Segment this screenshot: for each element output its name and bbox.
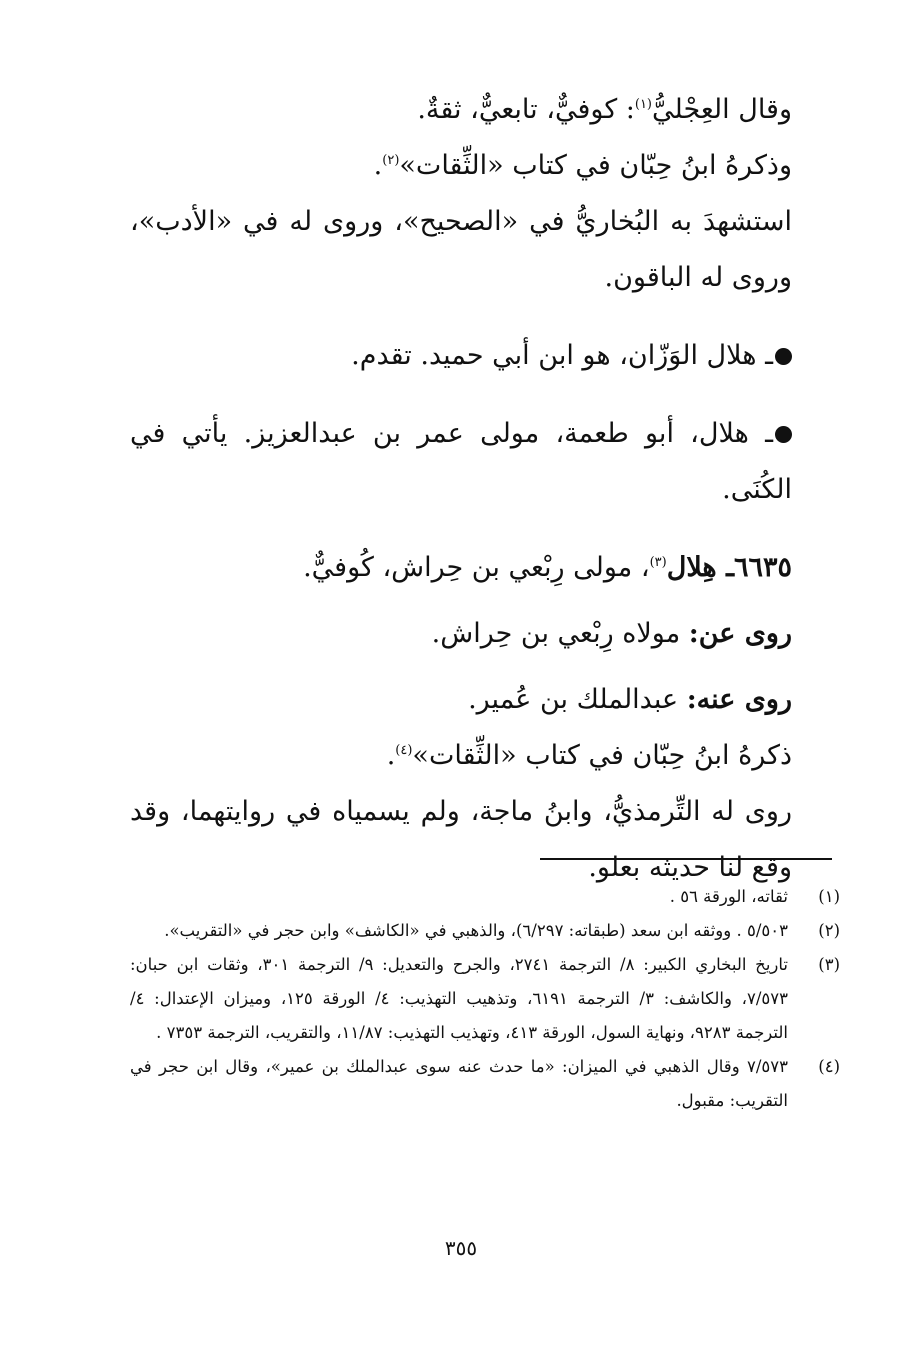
footnotes bbox=[130, 880, 840, 1118]
bullet-hilal-abu-tima: ـ هلال، أبو طعمة، مولى عمر بن عبدالعزيز. يأتي في الكُنَى. bbox=[130, 418, 792, 505]
paragraph-ijli: وقال العِجْليُّ$^{(١)}$: كوفيٌّ، تابعيٌّ، ثقةٌ. bbox=[417, 94, 792, 125]
footnote-number: (٣) bbox=[818, 955, 840, 974]
narrated-from-label: روى عن: bbox=[688, 618, 792, 649]
entry-number: ٦٦٣٥ـ هِلال bbox=[666, 552, 792, 583]
footnote-text: ٥/٥٠٣ . ووثقه ابن سعد (طبقاته: ٦/٢٩٧)، والذهبي في «الكاشف» وابن حجر في «التقريب». bbox=[164, 921, 788, 940]
footnote-text: ٧/٥٧٣ وقال الذهبي في الميزان: «ما حدث عنه سوى عبدالملك بن عمير»، وقال ابن حجر في التقريب: مقبول. bbox=[130, 1057, 788, 1110]
bullet-dot-icon bbox=[775, 426, 792, 443]
narrated-by-label: روى عنه: bbox=[686, 684, 792, 715]
paragraph-ibn-hibban-2: ذكرهُ ابنُ حِبّان في كتاب «الثِّقات»$^{(٤)}$. bbox=[386, 740, 792, 771]
footnote-text: تاريخ البخاري الكبير: ٨/ الترجمة ٢٧٤١، والجرح والتعديل: ٩/ الترجمة ٣٠١، وثقات ابن حبان: ٧/٥٧٣، والكاشف: ٣/ الترجمة ٦١٩١، وتذهيب التهذيب: ٤/ الورقة ١٢٥، وميزان الإعتدال: ٤/ الترجمة ٩٢٨٣، ونهاية السول، الورقة ٤١٣، وتهذيب التهذيب: ١١/٨٧، والتقريب، الترجمة ٧٣٥٣ . bbox=[130, 955, 788, 1042]
footnote-ref-4[interactable]: (٤) bbox=[395, 743, 413, 758]
main-text bbox=[130, 82, 832, 896]
bullet-dot-icon bbox=[775, 348, 792, 365]
paragraph-bukhari: استشهدَ به البُخاريُّ في «الصحيح»، وروى له في «الأدب»، وروى له الباقون. bbox=[130, 206, 792, 293]
footnote-text: ثقاته، الورقة ٥٦ . bbox=[669, 887, 788, 906]
paragraph-tirmidhi: روى له التِّرمذيُّ، وابنُ ماجة، ولم يسمياه في روايتهما، وقد وقع لنا حديثه بعلو. bbox=[130, 796, 792, 883]
narrated-from: روى عن: مولاه رِبْعي بن حِراش. bbox=[431, 618, 792, 649]
footnote-3 bbox=[130, 948, 840, 1050]
footnote-number: (٤) bbox=[818, 1057, 840, 1076]
bullet-hilal-wazzan: ـ هلال الوَزّان، هو ابن أبي حميد. تقدم. bbox=[130, 328, 832, 384]
footnote-number: (١) bbox=[818, 887, 840, 906]
entry-heading: ٦٦٣٥ـ هِلال$^{(٣)}$، مولى رِبْعي بن حِراش، كُوفيٌّ. bbox=[303, 552, 792, 583]
footnote-ref-1[interactable]: (١) bbox=[634, 97, 652, 112]
footnote-ref-3[interactable]: (٣) bbox=[649, 555, 667, 570]
page-number: ٣٥٥ bbox=[444, 1236, 478, 1260]
footnote-separator bbox=[540, 858, 832, 860]
narrated-by: روى عنه: عبدالملك بن عُمير. bbox=[468, 684, 792, 715]
footnote-number: (٢) bbox=[818, 921, 840, 940]
paragraph-ibn-hibban: وذكرهُ ابنُ حِبّان في كتاب «الثِّقات»$^{(٢)}$. bbox=[373, 150, 792, 181]
footnote-4 bbox=[130, 1050, 840, 1118]
footnote-ref-2[interactable]: (٢) bbox=[382, 153, 400, 168]
footnote-1 bbox=[130, 880, 840, 914]
footnote-2 bbox=[130, 914, 840, 948]
